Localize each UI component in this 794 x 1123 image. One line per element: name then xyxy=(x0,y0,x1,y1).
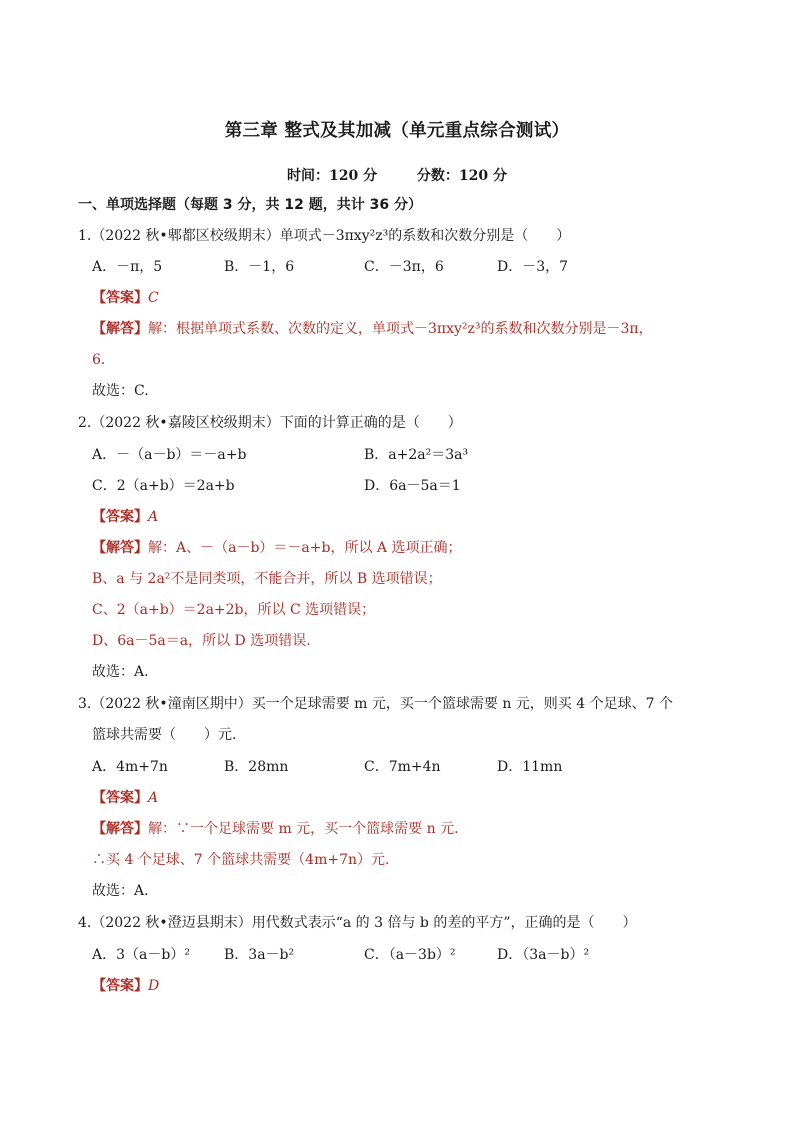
solution-text: 解：A、－（a－b）＝－a+b，所以 A 选项正确； xyxy=(148,540,462,556)
option-a: A．－π，5 xyxy=(92,259,163,275)
option-a: A．－（a－b）＝－a+b xyxy=(92,447,247,463)
question-4-answer xyxy=(92,976,159,996)
option-b: B．－1，6 xyxy=(224,259,295,275)
answer-value: D xyxy=(148,978,160,994)
page-title: 第三章 整式及其加减（单元重点综合测试） xyxy=(224,121,570,141)
question-3-choice: 故选：A. xyxy=(92,883,149,899)
question-2-solution-d: D、6a－5a＝a，所以 D 选项错误. xyxy=(92,633,311,649)
solution-tag: 【解答】 xyxy=(92,821,148,837)
solution-text: 解：根据单项式系数、次数的定义，单项式－3πxy²z³的系数和次数分别是－3π， xyxy=(148,321,653,337)
option-d: D．11mn xyxy=(497,759,563,775)
option-c: C．（a－3b）² xyxy=(364,947,456,963)
question-3-solution-cont: ∴买 4 个足球、7 个篮球共需要（4m+7n）元. xyxy=(92,852,390,868)
option-c: C．－3π，6 xyxy=(364,259,444,275)
question-2-solution-c: C、2（a+b）＝2a+2b，所以 C 选项错误； xyxy=(92,602,376,618)
answer-tag: 【答案】 xyxy=(92,790,148,806)
question-4-stem: 4.（2022 秋•澄迈县期末）用代数式表示“a 的 3 倍与 b 的差的平方”，正确的是（ ） xyxy=(78,915,637,931)
option-a: A．3（a－b）² xyxy=(92,947,190,963)
option-d: D．（3a－b）² xyxy=(497,947,590,963)
question-3-stem: 3.（2022 秋•潼南区期中）买一个足球需要 m 元，买一个篮球需要 n 元，则买 4 个足球、7 个 xyxy=(78,696,673,712)
question-1-options xyxy=(92,257,568,277)
option-b: B．a+2a²＝3a³ xyxy=(364,447,469,463)
question-3-solution xyxy=(92,819,459,839)
option-b: B．3a－b² xyxy=(224,947,295,963)
time-info: 时间：120 分 xyxy=(287,168,378,184)
answer-value: A xyxy=(148,509,159,525)
question-2-stem: 2.（2022 秋•嘉陵区校级期末）下面的计算正确的是（ ） xyxy=(78,415,462,431)
question-2-options-row2 xyxy=(92,476,461,496)
question-1-solution xyxy=(92,319,653,339)
question-1-solution-cont: 6. xyxy=(92,352,106,368)
solution-tag: 【解答】 xyxy=(92,540,148,556)
option-d: D．－3，7 xyxy=(497,259,569,275)
solution-text: 解：∵一个足球需要 m 元，买一个篮球需要 n 元. xyxy=(148,821,459,837)
question-4-options xyxy=(92,945,589,965)
option-d: D．6a－5a＝1 xyxy=(364,478,461,494)
answer-value: A xyxy=(148,790,159,806)
question-2-answer xyxy=(92,507,158,527)
answer-value: C xyxy=(148,290,159,306)
score-info: 分数：120 分 xyxy=(416,168,507,184)
option-c: C．2（a+b）＝2a+b xyxy=(92,478,235,494)
question-2-choice: 故选：A. xyxy=(92,664,149,680)
question-3-stem-cont: 篮球共需要（ ）元. xyxy=(92,727,237,743)
question-1-choice: 故选：C. xyxy=(92,383,149,399)
option-b: B．28mn xyxy=(224,759,289,775)
question-1-answer xyxy=(92,288,159,308)
answer-tag: 【答案】 xyxy=(92,290,148,306)
section-heading: 一、单项选择题（每题 3 分，共 12 题，共计 36 分） xyxy=(78,197,422,213)
question-2-solution xyxy=(92,538,461,558)
question-3-answer xyxy=(92,788,158,808)
solution-tag: 【解答】 xyxy=(92,321,148,337)
question-3-options xyxy=(92,757,562,777)
answer-tag: 【答案】 xyxy=(92,978,148,994)
question-1-stem: 1.（2022 秋•郫都区校级期末）单项式－3πxy²z³的系数和次数分别是（ ） xyxy=(78,228,571,244)
option-a: A．4m+7n xyxy=(92,759,168,775)
exam-meta xyxy=(0,165,794,185)
question-2-options-row1 xyxy=(92,445,468,465)
answer-tag: 【答案】 xyxy=(92,509,148,525)
question-2-solution-b: B、a 与 2a²不是同类项，不能合并，所以 B 选项错误； xyxy=(92,571,442,587)
option-c: C．7m+4n xyxy=(364,759,441,775)
